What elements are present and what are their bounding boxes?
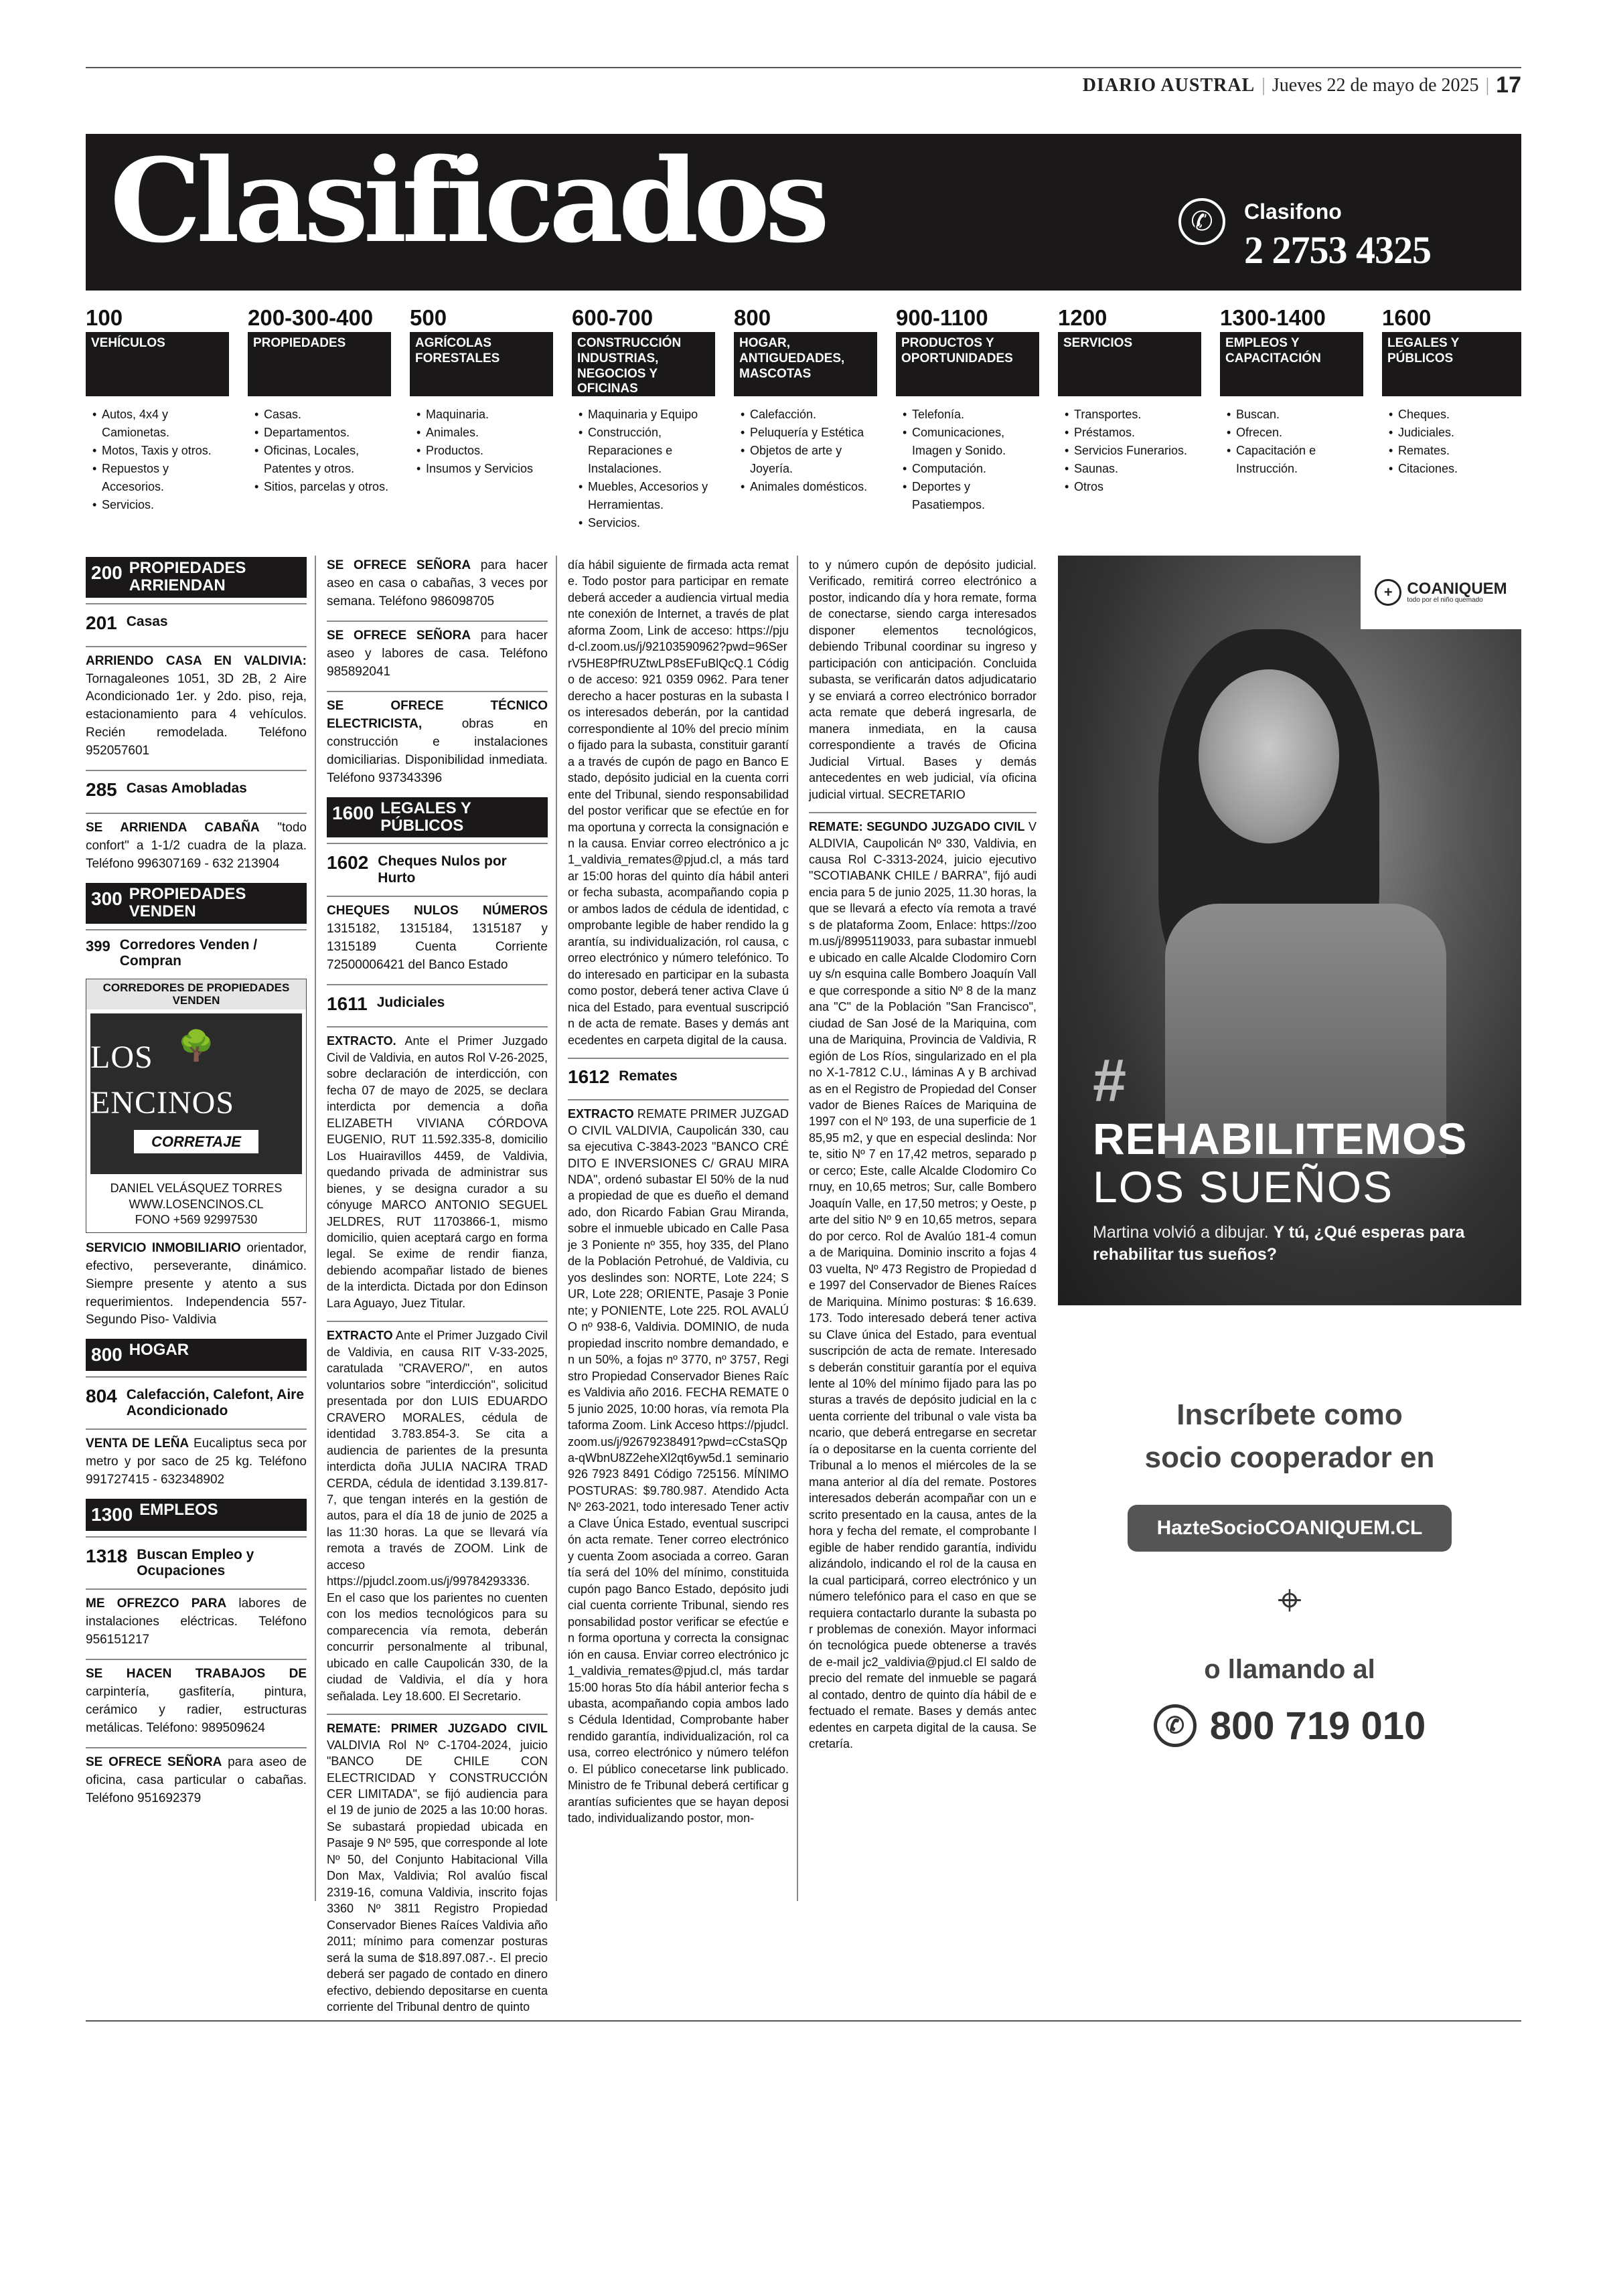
- section-name: HOGAR, ANTIGUEDADES, MASCOTAS: [734, 332, 877, 396]
- ad-body: obras en construcción e instalaciones domiciliarias. Disponibilidad inmediata. Teléfono 937343396: [327, 716, 548, 785]
- ad-lead: SE HACEN TRABAJOS DE: [86, 1667, 307, 1682]
- column-divider: [797, 556, 798, 1901]
- category-code: 200: [91, 562, 123, 583]
- rule: [86, 646, 307, 647]
- section-code: 100: [86, 305, 123, 330]
- ad-body: orientador, efectivo, perseverante, dinámico. Siempre presente y atento a sus requerimientos. Independencia 557- Segundo Piso- Valdivia: [86, 1240, 307, 1327]
- ad-lead: SERVICIO INMOBILIARIO: [86, 1240, 241, 1255]
- cta-line: socio cooperador en: [1144, 1441, 1435, 1474]
- section-item: • Sitios, parcelas y otros.: [254, 478, 391, 496]
- subcategory-header: [86, 610, 307, 637]
- los-encinos-logo: [90, 1013, 302, 1174]
- section-code: 1200: [1058, 305, 1107, 330]
- rule: [327, 1321, 548, 1322]
- category-header: [86, 557, 307, 598]
- ad-heading: CORREDORES DE PROPIEDADES VENDEN: [86, 979, 306, 1009]
- cta-phone-number: 800 719 010: [1209, 1704, 1426, 1748]
- section-item: • Casas.: [254, 406, 391, 424]
- section-items: [734, 406, 877, 496]
- rule: [327, 843, 548, 844]
- section-item: • Deportes y Pasatiempos.: [903, 478, 1039, 514]
- category-title: Casas: [126, 613, 168, 629]
- legal-notice: [809, 557, 1037, 803]
- section-item: • Comunicaciones, Imagen y Sonido.: [903, 424, 1039, 460]
- section-code: 600-700: [572, 305, 654, 330]
- classifieds-column-1: [86, 557, 307, 1817]
- section-item: • Telefonía.: [903, 406, 1039, 424]
- section-items: [86, 406, 229, 514]
- rule: [86, 1376, 307, 1378]
- cta-phone: [1058, 1704, 1521, 1748]
- cta-call-text: o llamando al: [1204, 1654, 1375, 1684]
- ad-body: día hábil siguiente de firmada acta remate. Todo postor para participar en remate deberá acceder a audiencia virtual mediante conexión de Internet, a través de plataforma Zoom, Link de acceso: https://pjud-cl.zoom.us/j/92103590962?pwd=96SerrV5HE8PfRUZtwLP8sEFuBlQcQ.1 Código de acceso: 921 0359 0962. Para tener derecho a hacer posturas en la subasta los interesados deberán, por la cantidad correspondiente al 10% del precio mínimo fijado para la subasta, constituir garantía a través de cupón de pago en Banco Estado, depósito judicial en la cuenta corriente del Tribunal, siendo responsabilidad del postor verificar que se efectúe en forma oportuna y correcta la consignación en la causa. Enviar correo electrónico a jc1_valdivia_remates@pjud.cl, a más tardar 15:00 horas del quinto día hábil anterior fecha subasta, acompañando copia por ambos lados de cédula de identidad, comprobante legible de haber rendido la garantía, su individualización, rol causa, correo electrónico y número telefónico. Todo interesado en participar en la subasta como postor, deberá tener activa Clave única del Estado, para eventual suscripción de acta de remate. Bases y demás antecedentes en carpeta digital de la causa.: [568, 558, 789, 1047]
- ad-lead: SE OFRECE TÉCNICO ELECTRICISTA,: [327, 698, 548, 731]
- category-title: Cheques Nulos por Hurto: [378, 853, 507, 886]
- ad-lead: SE OFRECE SEÑORA: [327, 558, 471, 572]
- section-item: • Departamentos.: [254, 424, 391, 442]
- category-code: 804: [86, 1386, 117, 1407]
- logo-tagline: todo por el niño quemado: [1407, 596, 1483, 604]
- legal-notice: [568, 557, 789, 1048]
- subcategory-header: [86, 1543, 307, 1579]
- los-encinos-ad: [86, 979, 307, 1233]
- ad-body: VALDIVIA, Caupolicán Nº 330, Valdivia, en causa Rol C-3313-2024, juicio ejecutivo "SCOTIABANK CHILE / BARRA", fijó audiencia para 5 de junio 2025, 11.30 horas, la que se llevará a efecto vía remota a través de plataforma Zoom, Enlace: https://zoom.us/j/8995119033, para subastar inmueble ubicado en calle Alcalde Clodomiro Cornuy s/n esquina calle Bombero Joaquín Valle que corresponde a sitio Nº 8 de la manzana "C" de la Población "San Francisco", ciudad de San José de la Mariquina, comuna de Mariquina, Provincia de Valdivia, Región de Los Ríos, singularizado en el plano X-1-7812 C.U., láminas A y B archivadas en el Registro de Propiedad del Conservador de Bienes Raíces de Mariquina de 1997 con el Nº 193, de una superficie de 185,95 m2, y que en especial deslinda: Norte, sitio Nº 7 en 17,42 metros, separado por cerco; Este, calle Alcalde Clodomiro Cornuy, en 10,65 metros; Sur, calle Bombero Joaquín Valle, en 17,50 metros; y Oeste, parte del sitio Nº 9 en 10,65 metros, separado por cerco. Rol de Avalúo 181-4 comuna de Mariquina. Dominio inscrito a fojas 403 vuelta, Nº 473 Registro de Propiedad de 1997 del Conservador de Bienes Raíces de Mariquina. Mínimo posturas: $ 16.639.173. Todo interesado deberá tener activa su Clave única del Estado, para eventual suscripción de acta de remate. Interesados deberán constituir garantía por el equivalente al 10% del mínimo fijado para las posturas a través de depósito judicial en la cuenta corriente del tribunal o vale vista bancario, que deberá entregarse en secretaría o depositarse en la cuenta corriente del Tribunal a lo menos el miércoles de la semana anterior al día del remate. Postores interesados deberán acompañar con un escrito presentado en la causa, antes de la hora y fecha del remate, el comprobante legible de haber rendido garantía, individualizándolo, indicando el rol de la causa en la cual participará, correo electrónico y un número telefónico para el caso en que se requiera contactarlo durante la subasta por problemas de conexión. Mayor información tecnológica puede obtenerse a través de e-mail jc2_valdivia@pjud.cl El saldo de precio del remate del inmueble se pagará al contado, dentro de quinto día hábil de efectuado el remate. Bases y demás antecedentes en carpeta digital de la causa. Secretaría.: [809, 820, 1037, 1751]
- section-item: • Insumos y Servicios: [416, 460, 553, 478]
- ad-body: REMATE PRIMER JUZGADO CIVIL VALDIVIA, Caupolicán 330, causa ejecutiva C-3843-2023 "BANCO CRÉDITO E INVERSIONES C/ GRAU MIRANDA", ordenó subastar El 50% de la nuda propiedad de que es dueño el demandado, don Ricardo Fabian Grau Miranda, sobre el inmueble ubicado en Calle Pasaje 3 Poniente nº 355, hoy 335, del Plano de la Población Petrohué, de Valdivia, cuyos deslindes son: NORTE, Lote 224; SUR, Lote 228; ORIENTE, Pasaje 3 Poniente; y PONIENTE, Lote 225. ROL AVALÚO nº 938-6, Valdivia. DOMINIO, de nuda propiedad inscrito nombre demandado, en un 50%, a fojas nº 3770, nº 3757, Registro Propiedad Conservador Bienes Raíces Valdivia año 2016. FECHA REMATE 05 junio 2025, 10:00 horas, vía remota Plataforma Zoom. Link Acceso https://pjudcl.zoom.us/j/92679238491?pwd=cCstaSQpa-qWbnU8Z2eheXl2qt6yw5d.1 seminario 926 7923 8491 Código 725156. MÍNIMO POSTURAS: $9.780.987. Atendido Acta Nº 263-2021, todo interesado Tener activa Clave Única Estado, eventual suscripción acta remate. Tener correo electrónico y cuenta Zoom asociada a correo. Garantía será del 10% del mínimo, constituida cupón pago Banco Estado, depósito judicial cuenta corriente Tribunal, siendo responsabilidad postor verificar se efectúe en forma oportuna y correcta la consignación en causa. Enviar correo electrónico jc1_valdivia_remates@pjud.cl, más tardar 15:00 horas 5to día hábil anterior fecha subasta, acompañando copia ambos lados Cédula Identidad, Comprobante haber rendido garantía, individualización, rol causa, correo electrónico y número teléfono. El público conecetarse link publicado. Ministro de fe Tribunal deberá certificar garantías suficientes que se hayan depositado, individualizando postor, mon-: [568, 1107, 789, 1825]
- section-item: • Judiciales.: [1389, 424, 1521, 442]
- section-index-item: [1220, 307, 1363, 544]
- rule: [809, 812, 1037, 813]
- section-name: AGRÍCOLAS FORESTALES: [410, 332, 553, 396]
- classified-ad: [327, 557, 548, 611]
- section-name: SERVICIOS: [1058, 332, 1201, 396]
- section-item: • Oficinas, Locales, Patentes y otros.: [254, 442, 391, 478]
- category-header: [327, 797, 548, 838]
- section-item: • Peluquería y Estética: [741, 424, 877, 442]
- classified-ad: [327, 902, 548, 975]
- section-item: • Muebles, Accesorios y Herramientas.: [579, 478, 715, 514]
- category-code: 285: [86, 779, 117, 801]
- category-code: 399: [86, 937, 110, 955]
- ad-phone: FONO +569 92997530: [135, 1213, 258, 1227]
- section-items: [572, 406, 715, 532]
- section-index-item: [896, 307, 1039, 544]
- section-item: • Construcción, Reparaciones e Instalaciones.: [579, 424, 715, 478]
- classifieds-column-4: [809, 557, 1037, 1762]
- ad-headline: REHABILITEMOS: [1093, 1114, 1468, 1163]
- category-code: 1300: [91, 1504, 133, 1526]
- section-item: • Computación.: [903, 460, 1039, 478]
- top-rule: [86, 67, 1521, 68]
- section-items: [1220, 406, 1363, 478]
- classifieds-column-2: [327, 557, 548, 2025]
- category-header: [86, 1499, 307, 1531]
- classified-ad: [86, 1595, 307, 1649]
- ad-body: para hacer aseo en casa o cabañas, 3 veces por semana. Teléfono 986098705: [327, 558, 548, 608]
- rule: [568, 1099, 789, 1100]
- section-code: 800: [734, 305, 771, 330]
- folio-separator: |: [1261, 74, 1266, 96]
- section-item: • Servicios.: [579, 514, 715, 532]
- section-item: • Animales domésticos.: [741, 478, 877, 496]
- rule: [86, 929, 307, 930]
- ad-body: carpintería, gasfitería, pintura, cerámico y radier, estructuras metálicas. Teléfono: 989509624: [86, 1685, 307, 1736]
- ad-body: 1315182, 1315184, 1315187 y 1315189 Cuenta Corriente 72500006421 del Banco Estado: [327, 921, 548, 972]
- category-title: PROPIEDADES ARRIENDAN: [129, 559, 246, 595]
- classifieds-masthead: [86, 134, 1521, 291]
- subcategory-header: [327, 991, 548, 1017]
- ad-body: Eucaliptus seca por metro y por saco de 25 kg. Teléfono 991727415 - 632348902: [86, 1437, 307, 1487]
- section-item: • Préstamos.: [1065, 424, 1201, 442]
- subcategory-header: [327, 849, 548, 886]
- ad-body: labores de instalaciones eléctricas. Teléfono 956151217: [86, 1596, 307, 1647]
- ad-body: Tornagaleones 1051, 3D 2B, 2 Aire Acondicionado 1er. y 2do. piso, reja, estacionamiento para 4 vehículos. Recién remodelada. Teléfono 952057601: [86, 671, 307, 758]
- section-item: • Buscan.: [1227, 406, 1363, 424]
- section-name: LEGALES Y PÚBLICOS: [1382, 332, 1521, 396]
- section-item: • Maquinaria y Equipo: [579, 406, 715, 424]
- classified-ad: [86, 1665, 307, 1738]
- section-item: • Calefacción.: [741, 406, 877, 424]
- ad-lead: REMATE: PRIMER JUZGADO CIVIL: [327, 1722, 548, 1736]
- category-title: Casas Amobladas: [126, 781, 247, 797]
- category-code: 1611: [327, 993, 368, 1014]
- cta-line: Inscríbete como: [1176, 1398, 1403, 1431]
- category-title: Judiciales: [376, 994, 445, 1010]
- ad-lead: REMATE: SEGUNDO JUZGADO CIVIL: [809, 820, 1025, 834]
- ad-photo-girl-face: [1199, 669, 1339, 843]
- rule: [86, 770, 307, 771]
- section-items: [1058, 406, 1201, 496]
- section-items: [248, 406, 391, 496]
- clasifono-number: 2 2753 4325: [1244, 228, 1431, 272]
- legal-notice: [568, 1106, 789, 1827]
- section-name: EMPLEOS Y CAPACITACIÓN: [1220, 332, 1363, 396]
- medical-cross-icon: +: [1375, 579, 1401, 606]
- category-title: PROPIEDADES VENDEN: [129, 885, 246, 921]
- section-name: CONSTRUCCIÓN INDUSTRIAS, NEGOCIOS Y OFICINAS: [572, 332, 715, 396]
- classified-ad: [86, 653, 307, 761]
- caption-text: Martina volvió a dibujar.: [1093, 1223, 1274, 1242]
- ad-lead: ARRIENDO CASA EN VALDIVIA:: [86, 653, 307, 668]
- tree-icon: 🌳: [177, 1030, 215, 1063]
- ad-body: to y número cupón de depósito judicial. Verificado, remitirá correo electrónico a postor, indicando día y hora remate, forma de conectarse, siendo carga interesados disponer elementos tecnológicos, debiendo Tribunal coordinar su ingreso y participación con anticipación. Concluida subasta, se verificarán datos adjudicatario y se enviará a correo electrónico borrador acta remate que deberá ingresarla, de manera inmediata, en la causa correspondiente a través de Oficina Judicial Virtual. Bases y demás antecedentes en web judicial, vía oficina judicial virtual. SECRETARIO: [809, 558, 1037, 801]
- ad-website: WWW.LOSENCINOS.CL: [129, 1197, 264, 1211]
- section-item: • Servicios Funerarios.: [1065, 442, 1201, 460]
- section-code: 200-300-400: [248, 305, 374, 330]
- section-code: 500: [410, 305, 447, 330]
- folio-separator: |: [1485, 74, 1490, 96]
- rule: [327, 691, 548, 692]
- section-item: • Autos, 4x4 y Camionetas.: [92, 406, 229, 442]
- click-cursor-icon: ⌖: [1277, 1575, 1302, 1624]
- coaniquem-cta: [1058, 1305, 1521, 1854]
- legal-notice: [327, 1720, 548, 2015]
- category-code: 800: [91, 1344, 123, 1366]
- newspaper-name: DIARIO AUSTRAL: [1082, 74, 1255, 96]
- column-divider: [315, 556, 316, 1901]
- classified-ad: [86, 1435, 307, 1489]
- page-number: 17: [1496, 72, 1521, 98]
- section-item: • Objetos de arte y Joyería.: [741, 442, 877, 478]
- rule: [327, 984, 548, 985]
- ad-lead: SE OFRECE SEÑORA: [86, 1755, 222, 1770]
- section-index-item: [86, 307, 229, 544]
- logo-name: LOS ENCINOS: [90, 1039, 235, 1121]
- rule: [86, 1588, 307, 1590]
- ad-body: VALDIVIA Rol Nº C-1704-2024, juicio "BANCO DE CHILE CON ELECTRICIDAD Y CONSTRUCCIÓN CER LIMITADA", se fijó audiencia para el 19 de junio de 2025 a las 10:00 horas. Se subastará propiedad ubicada en Pasaje 9 Nº 595, que corresponde al lote Nº 50, del Conjunto Habitacional Villa Don Max, Valdivia; Rol avalúo fiscal 2319-16, comuna Valdivia, inscrito fojas 3360 Nº 3811 Registro Propiedad Conservador Bienes Raíces Valdivia año 2011; mínimo para comenzar posturas será la suma de $18.897.087.-. El precio deberá ser pagado de contado en dinero efectivo, debiendo depositarse en cuenta corriente del Tribunal dentro de quinto: [327, 1738, 548, 2014]
- section-item: • Capacitación e Instrucción.: [1227, 442, 1363, 478]
- section-index: [86, 307, 1521, 544]
- section-item: • Ofrecen.: [1227, 424, 1363, 442]
- legal-notice: [809, 819, 1037, 1752]
- caption-question: Y tú, ¿Qué esperas para rehabilitar tus sueños?: [1093, 1223, 1465, 1264]
- section-item: • Remates.: [1389, 442, 1521, 460]
- rule: [568, 1058, 789, 1059]
- logo-text: [1407, 581, 1507, 604]
- legal-notice: [327, 1327, 548, 1704]
- section-index-item: [1058, 307, 1201, 544]
- rule: [86, 603, 307, 604]
- logo-name: COANIQUEM: [1407, 580, 1507, 598]
- legal-notice: [327, 1033, 548, 1311]
- category-title: Calefacción, Calefont, Aire Acondicionado: [126, 1387, 305, 1419]
- logo-subtitle: CORRETAJE: [134, 1130, 258, 1153]
- rule: [86, 1659, 307, 1660]
- classified-ad: [327, 627, 548, 681]
- rule: [86, 813, 307, 814]
- ad-lead: CHEQUES NULOS NÚMEROS: [327, 903, 548, 918]
- section-item: • Cheques.: [1389, 406, 1521, 424]
- classifieds-column-3: [568, 557, 789, 1836]
- page-folio: [1083, 72, 1521, 98]
- category-header: [86, 1339, 307, 1371]
- classified-ad: [86, 1240, 307, 1330]
- section-item: • Transportes.: [1065, 406, 1201, 424]
- section-item: • Saunas.: [1065, 460, 1201, 478]
- bottom-rule: [86, 2020, 1521, 2022]
- ad-body: para hacer aseo y labores de casa. Teléfono 985892041: [327, 628, 548, 679]
- classified-ad: [86, 819, 307, 874]
- category-code: 1612: [568, 1066, 610, 1088]
- rule: [86, 1536, 307, 1538]
- cta-website-button[interactable]: HazteSocioCOANIQUEM.CL: [1128, 1505, 1452, 1552]
- column-divider: [556, 556, 557, 1901]
- rule: [86, 1428, 307, 1430]
- subcategory-header: [568, 1064, 789, 1090]
- ad-body: "todo confort" a 1-1/2 cuadra de la plaza. Teléfono 996307169 - 632 213904: [86, 821, 307, 872]
- ad-headline-second: LOS SUEÑOS: [1093, 1162, 1394, 1212]
- section-item: • Motos, Taxis y otros.: [92, 442, 229, 460]
- rule: [327, 621, 548, 622]
- category-title: Remates: [619, 1068, 678, 1084]
- ad-lead: EXTRACTO.: [327, 1034, 396, 1048]
- rule: [327, 896, 548, 897]
- category-code: 300: [91, 888, 123, 909]
- section-name: VEHÍCULOS: [86, 332, 229, 396]
- phone-icon: ✆: [1178, 198, 1225, 245]
- section-items: [1382, 406, 1521, 478]
- section-code: 900-1100: [896, 305, 988, 330]
- section-item: • Otros: [1065, 478, 1201, 496]
- hashtag-symbol: #: [1093, 1048, 1127, 1115]
- ad-person: DANIEL VELÁSQUEZ TORRES: [110, 1181, 283, 1196]
- ad-lead: SE ARRIENDA CABAÑA: [86, 821, 260, 835]
- section-item: • Animales.: [416, 424, 553, 442]
- category-title: LEGALES Y PÚBLICOS: [380, 799, 471, 835]
- category-code: 1600: [332, 802, 374, 823]
- section-item: • Citaciones.: [1389, 460, 1521, 478]
- ad-lead: SE OFRECE SEÑORA: [327, 628, 471, 643]
- category-title: Corredores Venden / Compran: [119, 936, 258, 969]
- category-title: HOGAR: [129, 1341, 189, 1360]
- category-code: 201: [86, 612, 117, 633]
- section-item: • Repuestos y Accesorios.: [92, 460, 229, 496]
- ad-footer: [86, 1178, 306, 1232]
- subcategory-header: [86, 1383, 307, 1419]
- ad-body: para aseo de oficina, casa particular o cabañas. Teléfono 951692379: [86, 1755, 307, 1806]
- ad-body: Ante el Primer Juzgado Civil de Valdivia, en autos Rol V-26-2025, sobre declaración de interdicción, con fecha 07 de mayo de 2025, se declara interdicta por demencia a doña ELIZABETH VIVIANA CÓRDOVA EUGENIO, RUT 11.592.335-8, domicilio Los Huairavillos 4459, de Valdivia, quedando privada de administrar sus bienes, y se designa curador a su cónyuge MARCO ANTONIO SEGUEL JELDRES, RUT 11703866-1, mismo domicilio, quien aceptará cargo en forma legal. Se exime de rendir fianza, debiendo acompañar listado de bienes de la interdicta. Dictada por don Edinson Lara Aguayo, Juez Titular.: [327, 1034, 548, 1310]
- section-item: • Productos.: [416, 442, 553, 460]
- section-name: PROPIEDADES: [248, 332, 391, 396]
- section-name: PRODUCTOS Y OPORTUNIDADES: [896, 332, 1039, 396]
- issue-date: Jueves 22 de mayo de 2025: [1272, 74, 1479, 96]
- ad-lead: EXTRACTO: [327, 1329, 393, 1343]
- ad-body: Ante el Primer Juzgado Civil de Valdivia, en causa RIT V-33-2025, caratulada "CRAVERO/", en autos voluntarios sobre "interdicción", solicitud presentada por don LUIS EDUARDO CRAVERO MORALES, cédula de identidad 3.783.854-3. Se cita a audiencia de parientes de la presunta interdicta doña JULIA NACIRA TRAD CERDA, cédula de identidad 3.139.817-7, que tengan interés en la gestión de autos, para el día 18 de junio de 2025 a las 11:30 horas. La que se llevará vía remota a través de ZOOM. Link de acceso https://pjudcl.zoom.us/j/99784293336. En el caso que los parientes no cuenten con los medios tecnológicos para su comparecencia vía remota, deberán concurrir personalmente al tribunal, ubicado en calle Caupolicán 330, de la ciudad de Valdivia, el día y hora señalada. Ley 18.600. El Secretario.: [327, 1329, 548, 1703]
- category-title: EMPLEOS: [139, 1501, 218, 1520]
- category-code: 1318: [86, 1546, 128, 1567]
- classified-ad: [86, 1754, 307, 1808]
- section-index-item: [410, 307, 553, 544]
- cta-text: [1058, 1394, 1521, 1479]
- ad-lead: VENTA DE LEÑA: [86, 1437, 189, 1451]
- clasifono-label: Clasifono: [1244, 199, 1342, 224]
- coaniquem-logo: [1361, 556, 1521, 629]
- rule: [327, 1026, 548, 1028]
- phone-icon: ✆: [1154, 1704, 1197, 1747]
- section-index-item: [572, 307, 715, 544]
- section-index-item: [1382, 307, 1521, 544]
- section-code: 1300-1400: [1220, 305, 1326, 330]
- section-index-item: [734, 307, 877, 544]
- section-item: • Servicios.: [92, 496, 229, 514]
- section-item: • Maquinaria.: [416, 406, 553, 424]
- section-code: 1600: [1382, 305, 1432, 330]
- category-title: Buscan Empleo y Ocupaciones: [137, 1547, 254, 1579]
- rule: [327, 1714, 548, 1715]
- ad-caption: [1093, 1222, 1468, 1265]
- section-items: [410, 406, 553, 478]
- subcategory-header: [86, 936, 307, 969]
- category-code: 1602: [327, 852, 369, 874]
- rule: [86, 1747, 307, 1748]
- section-items: [896, 406, 1039, 514]
- classified-ad: [327, 698, 548, 788]
- category-header: [86, 883, 307, 924]
- ad-lead: ME OFREZCO PARA: [86, 1596, 227, 1611]
- section-index-item: [248, 307, 391, 544]
- subcategory-header: [86, 776, 307, 803]
- section-title: Clasificados: [110, 133, 825, 268]
- coaniquem-ad: [1058, 556, 1521, 1305]
- ad-lead: EXTRACTO: [568, 1107, 634, 1121]
